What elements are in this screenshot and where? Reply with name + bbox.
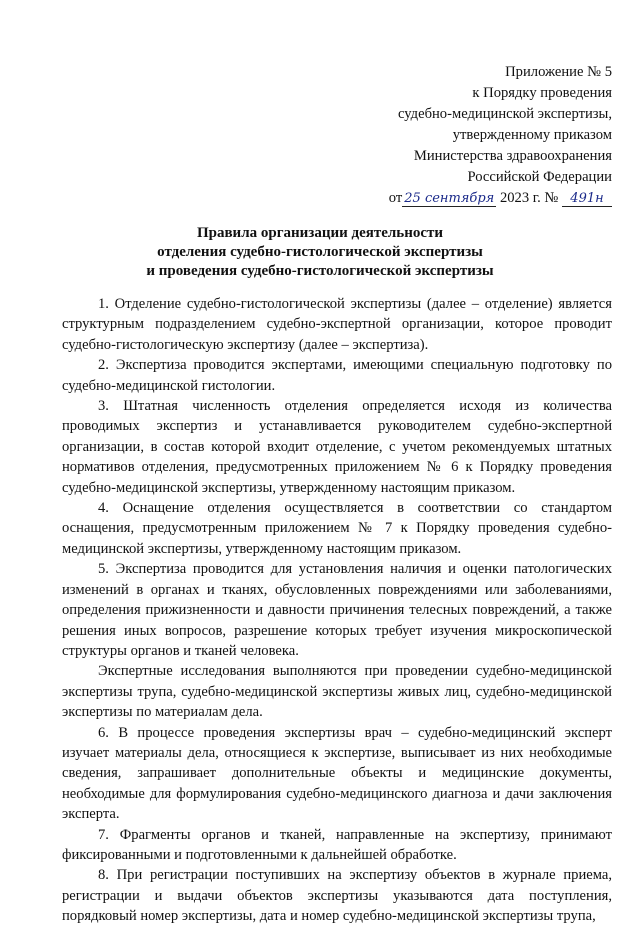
document-title: [0, 224, 640, 281]
appendix-line: Министерства здравоохранения: [413, 148, 612, 164]
paragraph-4: 4. Оснащение отделения осуществляется в соответствии со стандартом оснащения, предусмотренным приложением № 7 к Порядку проведения судебно-медицинской экспертизы, утвержденному настоящим приказом.: [62, 500, 612, 557]
paragraph-1: 1. Отделение судебно-гистологической экспертизы (далее – отделение) является структурным подразделением судебно-экспертной организации, которое проводит судебно-гистологическую экспертизу (далее – экспертиза).: [62, 296, 612, 353]
paragraph-5: 5. Экспертиза проводится для установления наличия и оценки патологических изменений в органах и тканях, обусловленных повреждениями или заболеваниями, определения прижизненности и давности причинения телесных повреждений, а также решения иных вопросов, разрешение которых требует изучения микроскопической структуры органов и тканей человека.: [62, 561, 612, 659]
title-line: отделения судебно-гистологической экспертизы: [157, 244, 483, 260]
appendix-line: утвержденному приказом: [452, 127, 612, 143]
order-year: 2023 г. №: [499, 190, 559, 206]
appendix-line: к Порядку проведения: [472, 85, 612, 101]
handwritten-order-number: 491н: [562, 191, 612, 207]
appendix-line: Приложение № 5: [505, 64, 612, 80]
paragraph-2: 2. Экспертиза проводится экспертами, имеющими специальную подготовку по судебно-медицинской гистологии.: [62, 357, 612, 394]
order-prefix: от: [388, 190, 403, 206]
paragraph-7: 7. Фрагменты органов и тканей, направленные на экспертизу, принимают фиксированными и подготовленными к дальнейшей обработке.: [62, 826, 612, 863]
paragraph-3: 3. Штатная численность отделения определяется исходя из количества проводимых экспертиз и устанавливается руководителем судебно-экспертной организации, в состав которой входит отделение, с учетом рекомендуемых штатных нормативов отделения, предусмотренных приложением № 6 к Порядку проведения судебно-медицинской экспертизы, утвержденному настоящим приказом.: [62, 398, 612, 496]
paragraph-6: 6. В процессе проведения экспертизы врач – судебно-медицинский эксперт изучает материалы дела, относящиеся к экспертизе, выписывает из них необходимые сведения, запрашивает дополнительные объекты и медицинские документы, необходимые для формулирования судебно-медицинского диагноза и дачи заключения эксперта.: [62, 724, 612, 823]
paragraph-8: 8. При регистрации поступивших на экспертизу объектов в журнале приема, регистрации и выдачи объектов экспертизы указываются дата поступления, порядковый номер экспертизы, дата и номер судебно-медицинской экспертизы трупа,: [62, 867, 612, 925]
document-body: [62, 294, 612, 927]
order-reference-line: [389, 188, 612, 209]
paragraph-5-continued: Экспертные исследования выполняются при проведении судебно-медицинской экспертизы трупа, судебно-медицинской экспертизы живых лиц, судебно-медицинской экспертизы по материалам дела.: [62, 663, 612, 721]
appendix-line: Российской Федерации: [467, 169, 612, 185]
title-line: и проведения судебно-гистологической экспертизы: [146, 263, 494, 279]
handwritten-order-date: 25 сентября: [404, 191, 495, 206]
appendix-header: [389, 62, 612, 209]
appendix-line: судебно-медицинской экспертизы,: [398, 106, 612, 122]
title-line: Правила организации деятельности: [196, 225, 444, 241]
